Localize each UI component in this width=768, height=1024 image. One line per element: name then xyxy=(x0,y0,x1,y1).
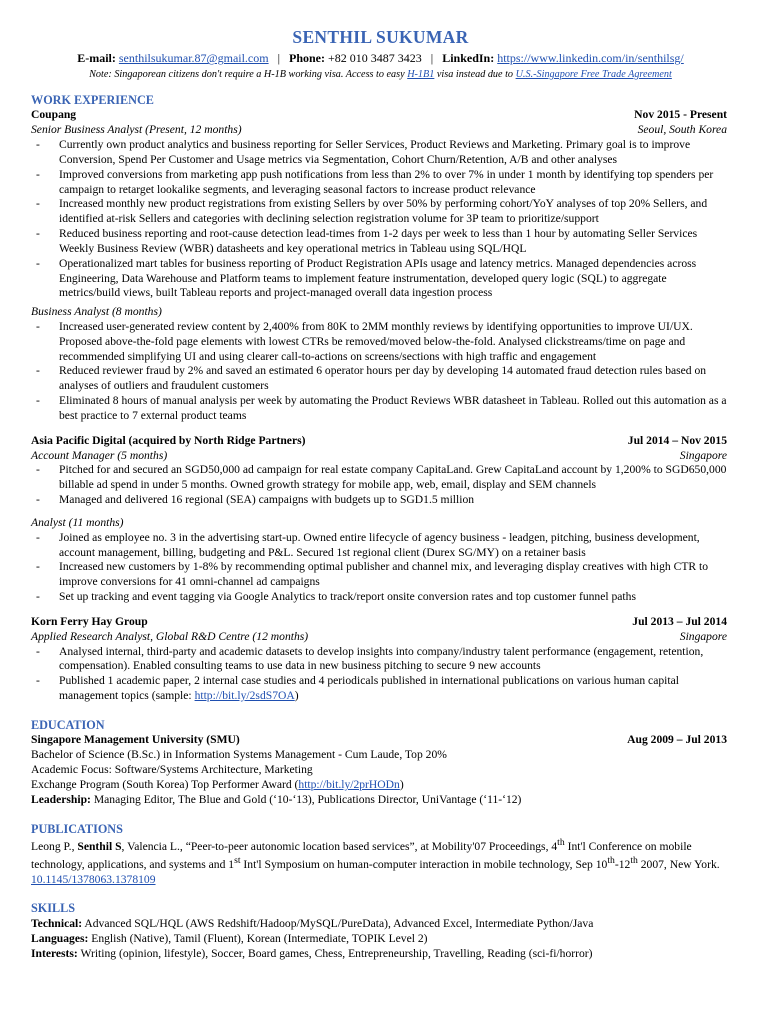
pub-author-bold: Senthil S xyxy=(77,840,122,854)
job-location: Seoul, South Korea xyxy=(637,123,727,137)
candidate-name: SENTHIL SUKUMAR xyxy=(292,27,469,47)
education-dates: Aug 2009 – Jul 2013 xyxy=(627,733,727,747)
school-name: Singapore Management University (SMU) xyxy=(31,733,240,747)
job-asia-pacific-digital xyxy=(31,434,730,605)
education-section-title: EDUCATION xyxy=(31,717,105,732)
pub-text: , Valencia L., “Peer-to-peer autonomic location based services”, at Mobility'07 Proceedings, 4 xyxy=(121,840,558,854)
bullet-item: - Managed and delivered 16 regional (SEA) campaigns with budgets up to SGD1.5 million xyxy=(31,493,730,508)
pub-text: 2007, New York. xyxy=(637,857,720,871)
h1b1-link[interactable]: H-1B1 xyxy=(407,68,435,80)
pub-sup: th xyxy=(557,837,565,849)
bullet-item: - Increased user-generated review content by 2,400% from 80K to 2MM monthly reviews by identifying opportunities to improve UI/UX. Proposed above-the-fold page elements with lowest CTRs be removed/moved below-the-fold. Analysed clickstreams/time on page and recommended simplifying UI and using clearer call-to-actions on screens/sections with high traffic and engagement xyxy=(31,320,730,364)
languages-label: Languages: xyxy=(31,931,89,945)
phone-label: Phone: xyxy=(289,51,325,66)
job-role: Senior Business Analyst (Present, 12 months) xyxy=(31,123,242,137)
skills-block xyxy=(31,917,730,961)
phone-number: +82 010 3487 3423 xyxy=(328,51,422,66)
education-block xyxy=(31,733,730,807)
technical-text: Advanced SQL/HQL (AWS Redshift/Hadoop/MySQL/PureData), Advanced Excel, Intermediate Python/Java xyxy=(84,917,594,931)
job-bullets xyxy=(31,463,730,507)
linkedin-link[interactable]: https://www.linkedin.com/in/senthilsg/ xyxy=(497,51,684,66)
pub-sup: st xyxy=(234,854,241,866)
bullet-item: - Operationalized mart tables for business reporting of Product Registration APIs usage and latency metrics. Managed dependencies across Engineering, Data Warehouse and Platform teams to implement feature instrumentation, developed query logic (SQL) to aggregate metrics/build views, built Tableau reports and project-managed overall data ingestion process xyxy=(31,257,730,301)
visa-note xyxy=(31,68,730,81)
fta-link[interactable]: U.S.-Singapore Free Trade Agreement xyxy=(515,68,672,80)
email-label: E-mail: xyxy=(77,51,116,66)
pub-sup: th xyxy=(630,854,638,866)
skills-section-title: SKILLS xyxy=(31,901,76,916)
leadership-line xyxy=(31,793,730,808)
bullet-text: Published 1 academic paper, 2 internal case studies and 4 periodicals published in international publications on various human capital management topics (sample: xyxy=(59,674,679,703)
visa-note-text: Note: Singaporean citizens don't require a H-1B working visa. Access to easy xyxy=(89,68,405,80)
job-dates: Jul 2013 – Jul 2014 xyxy=(632,614,727,628)
job-sub-role: Analyst (11 months) xyxy=(31,515,124,529)
bullet-item: - Pitched for and secured an SGD50,000 ad campaign for real estate company CapitaLand. Grew CapitaLand account by 1,200% to SGD650,000 billable ad spend in under 5 months. Owned growth strategy for mobile app, web, email, display and SEM channels xyxy=(31,463,730,493)
degree-line: Bachelor of Science (B.Sc.) in Information Systems Management - Cum Laude, Top 20% xyxy=(31,748,447,762)
work-section-title: WORK EXPERIENCE xyxy=(31,92,154,107)
exchange-link[interactable]: http://bit.ly/2prHODn xyxy=(298,777,400,791)
job-location: Singapore xyxy=(679,448,727,462)
job-sub-bullets xyxy=(31,531,730,605)
visa-note-text-mid: visa instead due to xyxy=(436,68,514,80)
job-korn-ferry xyxy=(31,615,730,704)
interests-text: Writing (opinion, lifestyle), Soccer, Board games, Chess, Entrepreneurship, Travelling, Reading (sci-fi/horror) xyxy=(80,946,593,960)
exchange-suffix: ) xyxy=(399,777,404,791)
job-location: Singapore xyxy=(679,629,727,643)
linkedin-label: LinkedIn: xyxy=(442,51,495,66)
company-name: Coupang xyxy=(31,108,77,122)
bullet-item: - Currently own product analytics and business reporting for Seller Services, Product Reviews and Marketing. Primary goal is to improve Conversion, Spend Per Customer and Usage metrics via Segmentation, Cohort Churn/Retention, A/B and other analyses xyxy=(31,138,730,168)
separator: | xyxy=(430,51,434,66)
leadership-label: Leadership: xyxy=(31,792,91,806)
job-role: Applied Research Analyst, Global R&D Centre (12 months) xyxy=(31,629,309,643)
job-dates: Jul 2014 – Nov 2015 xyxy=(627,433,727,447)
bullet-item xyxy=(31,674,730,704)
bullet-item: - Increased new customers by 1-8% by recommending optimal publisher and channel mix, and leveraging display creatives with high CTR to improve conversions for 41 omni-channel ad campaigns xyxy=(31,560,730,590)
job-role: Account Manager (5 months) xyxy=(31,448,168,462)
languages-text: English (Native), Tamil (Fluent), Korean (Intermediate, TOPIK Level 2) xyxy=(91,931,428,945)
bullet-item: - Analysed internal, third-party and academic datasets to develop insights into company/industry talent performance (engagement, retention, compensation). Enabled consulting teams to use data in new business pitching to secure 9 new accounts xyxy=(31,645,730,675)
focus-line: Academic Focus: Software/Systems Architecture, Marketing xyxy=(31,763,313,777)
publication-entry xyxy=(31,837,730,887)
publications-section-title: PUBLICATIONS xyxy=(31,821,123,836)
interests-label: Interests: xyxy=(31,946,78,960)
leadership-text: Managing Editor, The Blue and Gold (‘10-‘13), Publications Director, UniVantage (‘11-‘12) xyxy=(93,792,522,806)
email-link[interactable]: senthilsukumar.87@gmail.com xyxy=(118,51,269,66)
bullet-item: - Improved conversions from marketing app push notifications from less than 2% to over 7% in under 1 month by identifying top spenders per campaign to retarget lookalike segments, and leveraging seasonal factors to increase product relevance xyxy=(31,168,730,198)
bullet-item: - Joined as employee no. 3 in the advertising start-up. Owned entire lifecycle of agency business - leadgen, pitching, business development, account management, billing, budgeting and P&L. Secured 1st regional client (Durex SG/MY) on a retainer basis xyxy=(31,531,730,561)
bullet-item: - Eliminated 8 hours of manual analysis per week by automating the Product Reviews WBR datasheet in Tableau. Rolled out this automation as a best practice to 7 external product teams xyxy=(31,394,730,424)
job-sub-role: Business Analyst (8 months) xyxy=(31,305,162,319)
job-sub-bullets xyxy=(31,320,730,424)
company-name: Korn Ferry Hay Group xyxy=(31,614,148,628)
job-bullets xyxy=(31,138,730,301)
contact-line xyxy=(31,51,730,66)
job-coupang xyxy=(31,108,730,423)
bullet-item: - Increased monthly new product registrations from existing Sellers by over 50% by performing cohort/YoY analyses of top 20% Sellers, and identified at-risk Sellers and categories with declining selection registration volume for 3P team to prioritize/support xyxy=(31,197,730,227)
bullet-item: - Reduced business reporting and root-cause detection lead-times from 1-2 days per week to less than 1 hour by automating Seller Services Weekly Business Review (WBR) datasheets and key operational metrics in Tableau using SQL/HQL xyxy=(31,227,730,257)
technical-label: Technical: xyxy=(31,917,83,931)
separator: | xyxy=(277,51,280,66)
languages-line xyxy=(31,932,730,947)
pub-authors: Leong P., xyxy=(31,840,75,854)
pub-sup: th xyxy=(607,854,615,866)
company-name: Asia Pacific Digital (acquired by North Ridge Partners) xyxy=(31,433,306,447)
pub-text: Int'l Conference on mobile technology, applications, and systems and 1 xyxy=(31,840,692,871)
doi-link[interactable]: 10.1145/1378063.1378109 xyxy=(31,872,156,886)
technical-line xyxy=(31,917,730,932)
exchange-text: Exchange Program (South Korea) Top Performer Award ( xyxy=(31,777,299,791)
sample-link[interactable]: http://bit.ly/2sdS7OA xyxy=(194,689,295,703)
interests-line xyxy=(31,947,730,962)
job-bullets xyxy=(31,645,730,704)
bullet-suffix: ) xyxy=(294,689,299,703)
job-dates: Nov 2015 - Present xyxy=(634,108,727,122)
pub-text: Int'l Symposium on human-computer interaction in mobile technology, Sep 10 xyxy=(240,857,608,871)
pub-text: -12 xyxy=(614,857,631,871)
bullet-item: - Reduced reviewer fraud by 2% and saved an estimated 6 operator hours per day by developing 14 automated fraud detection rules based on analyses of outliers and fraudulent customers xyxy=(31,364,730,394)
exchange-line xyxy=(31,778,730,793)
bullet-item: - Set up tracking and event tagging via Google Analytics to track/report onsite conversion rates and top customer funnel paths xyxy=(31,590,730,605)
